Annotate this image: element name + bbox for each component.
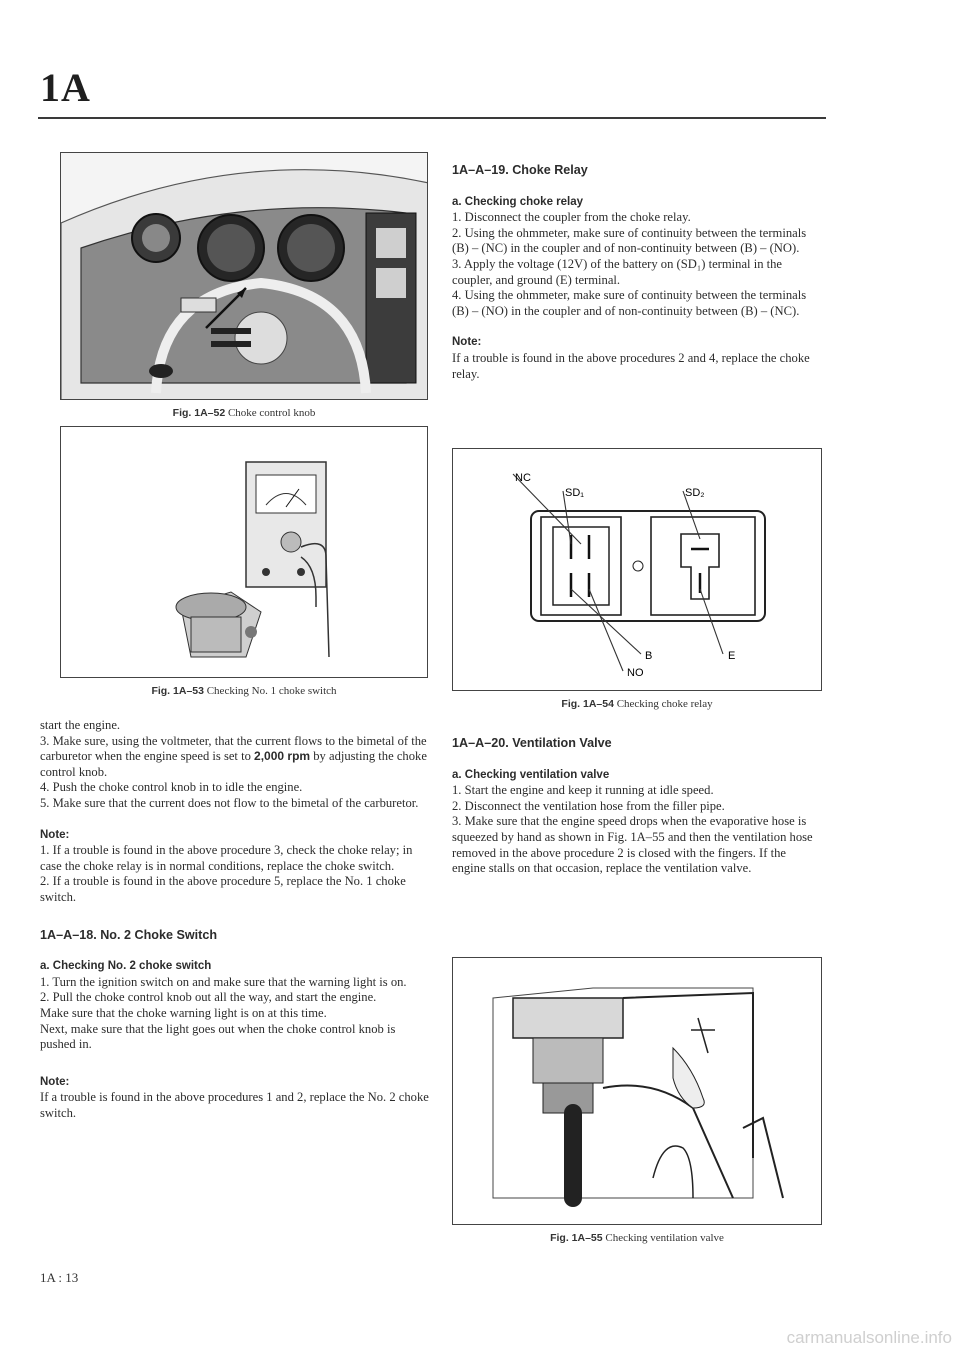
label-sd1: SD₁	[565, 487, 584, 499]
paragraph: 4. Push the choke control knob in to idle the engine.	[40, 780, 303, 795]
paragraph: Next, make sure that the light goes out when the choke control knob is pushed in.	[40, 1021, 396, 1052]
rpm-value: 2,000 rpm	[254, 749, 311, 764]
left-column	[40, 718, 430, 1121]
figure-caption	[452, 1232, 822, 1244]
figure-caption	[60, 685, 428, 697]
figure-number: Fig. 1A–53	[151, 685, 204, 697]
sub-heading: a. Checking choke relay	[452, 195, 584, 208]
section-heading: 1A–A–18. No. 2 Choke Switch	[40, 927, 218, 942]
figure-title: Checking choke relay	[616, 698, 713, 710]
section-heading: 1A–A–19. Choke Relay	[452, 163, 588, 177]
paragraph: 2. Disconnect the ventilation hose from the filler pipe.	[452, 798, 725, 813]
page-title: 1A	[40, 65, 91, 110]
label-e: E	[728, 650, 736, 662]
watermark: carmanualsonline.info	[786, 1328, 952, 1347]
note-label: Note:	[452, 336, 482, 349]
right-column	[452, 163, 822, 382]
paragraph: 1. Turn the ignition switch on and make sure that the warning light is on.	[40, 974, 407, 989]
paragraph: 3. Make sure that the engine speed drops when the evaporative hose is squeezed by hand as shown in Fig. 1A–55 and then the ventilation hose removed in the above procedure 2 is closed with the fingers. If the engine stalls on that occasion, replace the ventilation valve.	[452, 814, 813, 876]
label-no: NO	[627, 667, 644, 679]
label-nc: NC	[515, 472, 531, 484]
page-number: 1A : 13	[40, 1270, 79, 1285]
figure-number: Fig. 1A–55	[550, 1232, 603, 1244]
ventilation-illustration	[453, 958, 822, 1225]
paragraph: 1. Start the engine and keep it running at idle speed.	[452, 783, 714, 798]
right-column-lower	[452, 736, 822, 877]
figure-title: Checking ventilation valve	[605, 1232, 724, 1244]
section-heading: 1A–A–20. Ventilation Valve	[452, 736, 612, 750]
paragraph: 1. Disconnect the coupler from the choke relay.	[452, 210, 691, 225]
figure-choke-control-knob	[60, 152, 428, 400]
note-label: Note:	[40, 828, 70, 841]
figure-checking-choke-switch	[60, 426, 428, 678]
paragraph: 2. Pull the choke control knob out all the way, and start the engine.	[40, 990, 377, 1005]
paragraph: 2. If a trouble is found in the above procedure 5, replace the No. 1 choke switch.	[40, 874, 406, 904]
dashboard-illustration	[61, 153, 428, 400]
paragraph: 3. Apply the voltage (12V) of the battery on (SD₁) terminal in the coupler, and ground (E) terminal.	[452, 256, 783, 287]
label-b: B	[645, 650, 653, 662]
voltmeter-illustration	[61, 427, 428, 678]
figure-choke-relay	[452, 448, 822, 691]
paragraph: 1. If a trouble is found in the above procedure 3, check the choke relay; in case the choke relay is in normal conditions, replace the choke switch.	[40, 843, 413, 873]
paragraph: 2. Using the ohmmeter, make sure of continuity between the terminals (B) – (NC) in the coupler and of non-continuity between (B) – (NO).	[452, 225, 807, 256]
paragraph: Make sure that the choke warning light is on at this time.	[40, 1005, 327, 1020]
paragraph: 4. Using the ohmmeter, make sure of continuity between the terminals (B) – (NO) in the coupler and of non-continuity between (B) – (NC).	[452, 288, 807, 318]
paragraph: 5. Make sure that the current does not flow to the bimetal of the carburetor.	[40, 795, 419, 810]
label-sd2: SD₂	[685, 487, 705, 499]
figure-title: Checking No. 1 choke switch	[206, 685, 337, 697]
sub-heading: a. Checking ventilation valve	[452, 768, 610, 781]
figure-ventilation-valve	[452, 957, 822, 1225]
header-rule	[38, 117, 826, 119]
paragraph: start the engine.	[40, 718, 121, 732]
figure-number: Fig. 1A–52	[172, 407, 226, 419]
figure-number: Fig. 1A–54	[561, 698, 614, 710]
relay-diagram	[453, 449, 822, 691]
sub-heading: a. Checking No. 2 choke switch	[40, 960, 212, 973]
figure-title: Choke control knob	[227, 407, 316, 419]
figure-caption	[452, 698, 822, 710]
paragraph: 3. Make sure, using the voltmeter, that the current flows to the bimetal of the carburetor when the engine speed is set to 2,000 rpm by adjusting the choke control knob.	[40, 733, 427, 779]
note-label: Note:	[40, 1075, 70, 1088]
paragraph: If a trouble is found in the above procedures 2 and 4, replace the choke relay.	[452, 350, 810, 381]
paragraph: If a trouble is found in the above procedures 1 and 2, replace the No. 2 choke switch.	[40, 1090, 429, 1120]
figure-caption	[60, 407, 428, 419]
